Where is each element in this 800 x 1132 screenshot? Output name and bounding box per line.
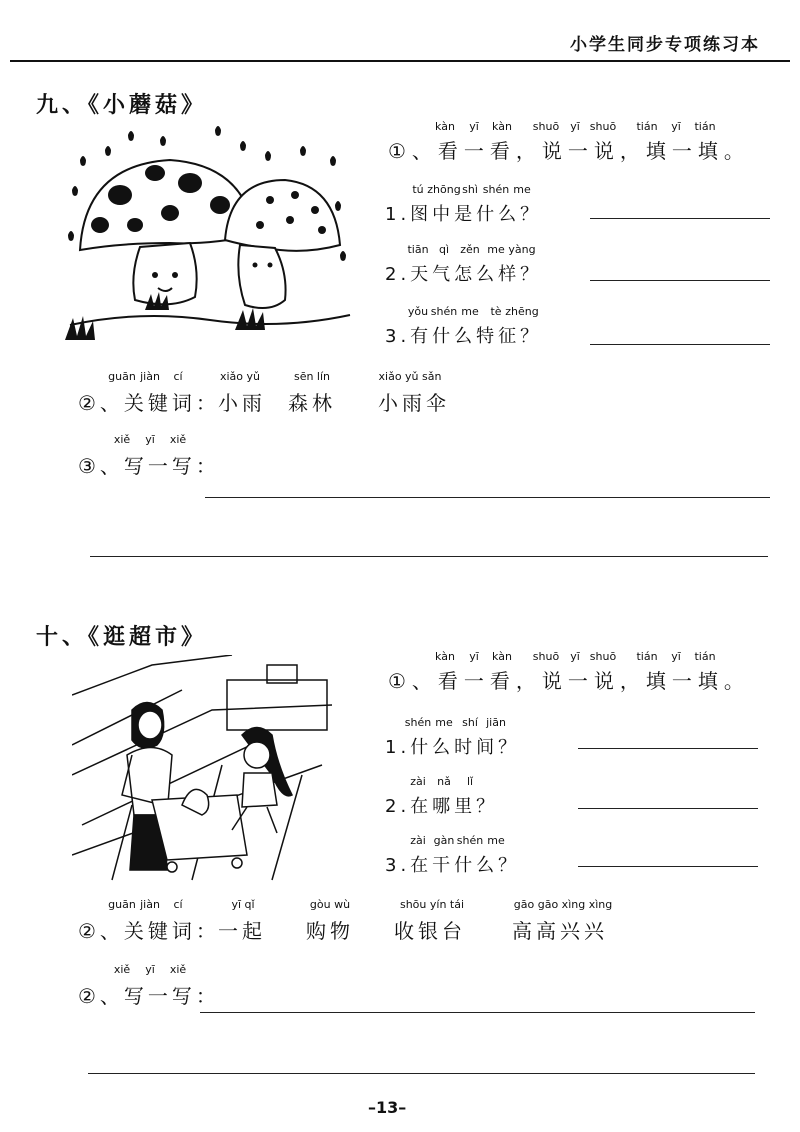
answer-line[interactable] (578, 808, 758, 809)
keyword: 一起 (218, 919, 266, 943)
book-title: 小学生同步专项练习本 (570, 35, 760, 55)
section10-keywords-label: ②、关键词： (78, 919, 220, 943)
pinyin-syllable: yī (671, 120, 681, 133)
keyword: 小雨伞 (378, 391, 450, 415)
pinyin-syllable: xiě (113, 433, 131, 446)
writing-line[interactable] (205, 497, 770, 498)
pinyin-syllable: qì (438, 243, 450, 256)
section9-question-2: 2.天气怎么样？ (385, 264, 543, 285)
pinyin-syllable: yàng (508, 243, 536, 256)
section9-title: 九、《小蘑菇》 (36, 93, 208, 118)
pinyin-syllable: tiān (407, 243, 429, 256)
pinyin-syllable: jiàn (140, 370, 160, 383)
keyword-pinyin: yī qǐ (231, 898, 255, 911)
pinyin-syllable: guān (108, 370, 136, 383)
keyword: 高高兴兴 (512, 919, 608, 943)
pinyin-syllable: shí (462, 716, 478, 729)
pinyin-syllable: kàn (492, 120, 512, 133)
pinyin-syllable: jiàn (140, 898, 160, 911)
answer-line[interactable] (578, 748, 758, 749)
pinyin-syllable: zhēng (505, 305, 539, 318)
writing-line[interactable] (88, 1073, 755, 1074)
pinyin-syllable: shén (430, 305, 458, 318)
answer-line[interactable] (590, 280, 770, 281)
section9-instruction: ①、看一看，说一说，填一填。 (388, 139, 750, 163)
pinyin-syllable: yī (469, 120, 479, 133)
keyword-pinyin: gòu wù (309, 898, 351, 911)
pinyin-syllable: me (513, 183, 531, 196)
answer-line[interactable] (590, 344, 770, 345)
section9-write-label: ③、写一写： (78, 454, 220, 478)
section10-write-label: ②、写一写： (78, 984, 220, 1008)
pinyin-syllable: shuō (532, 120, 560, 133)
pinyin-syllable: shén (456, 834, 484, 847)
pinyin-syllable: yī (469, 650, 479, 663)
pinyin-syllable: yī (145, 963, 155, 976)
mushroom-illustration (60, 125, 360, 350)
pinyin-syllable: shuō (589, 120, 617, 133)
pinyin-syllable: tián (636, 120, 658, 133)
keyword-pinyin: xiǎo yǔ sǎn (378, 370, 442, 383)
section10-question-2: 2.在哪里？ (385, 796, 499, 817)
keyword: 小雨 (218, 391, 266, 415)
pinyin-syllable: yī (145, 433, 155, 446)
section9-question-1: 1.图中是什么？ (385, 204, 543, 225)
pinyin-syllable: xiě (113, 963, 131, 976)
pinyin-syllable: tú (412, 183, 424, 196)
pinyin-syllable: shén (482, 183, 510, 196)
keyword-pinyin: shōu yín tái (399, 898, 465, 911)
section10-question-1: 1.什么时间？ (385, 737, 521, 758)
section10-question-3: 3.在干什么？ (385, 855, 521, 876)
section9-keywords-label: ②、关键词： (78, 391, 220, 415)
pinyin-syllable: jiān (486, 716, 506, 729)
pinyin-syllable: zài (410, 775, 426, 788)
pinyin-syllable: shuō (532, 650, 560, 663)
section10-title: 十、《逛超市》 (36, 625, 208, 650)
keyword-pinyin: gāo gāo xìng xìng (513, 898, 613, 911)
pinyin-syllable: kàn (435, 120, 455, 133)
pinyin-syllable: cí (173, 898, 183, 911)
pinyin-syllable: tián (694, 120, 716, 133)
section9-question-3: 3.有什么特征？ (385, 326, 543, 347)
answer-line[interactable] (590, 218, 770, 219)
pinyin-syllable: shì (462, 183, 478, 196)
keyword: 购物 (306, 919, 354, 943)
keyword: 森林 (288, 391, 336, 415)
pinyin-syllable: zài (410, 834, 426, 847)
pinyin-syllable: guān (108, 898, 136, 911)
pinyin-syllable: me (487, 834, 505, 847)
section10-instruction: ①、看一看，说一说，填一填。 (388, 669, 750, 693)
answer-line[interactable] (578, 866, 758, 867)
pinyin-syllable: zěn (460, 243, 480, 256)
supermarket-illustration (72, 655, 342, 885)
pinyin-syllable: shén (404, 716, 432, 729)
pinyin-syllable: xiě (169, 963, 187, 976)
pinyin-syllable: tè (490, 305, 502, 318)
pinyin-syllable: zhōng (427, 183, 461, 196)
pinyin-syllable: yī (570, 120, 580, 133)
page-number: –13– (368, 1098, 407, 1117)
pinyin-syllable: kàn (435, 650, 455, 663)
pinyin-syllable: cí (173, 370, 183, 383)
pinyin-syllable: yǒu (407, 305, 429, 318)
pinyin-syllable: tián (636, 650, 658, 663)
keyword-pinyin: sēn lín (293, 370, 331, 383)
pinyin-syllable: shuō (589, 650, 617, 663)
keyword: 收银台 (394, 919, 466, 943)
pinyin-syllable: kàn (492, 650, 512, 663)
pinyin-syllable: me (435, 716, 453, 729)
keyword-pinyin: xiǎo yǔ (219, 370, 261, 383)
header-rule (10, 60, 790, 62)
pinyin-syllable: yī (671, 650, 681, 663)
pinyin-syllable: lǐ (466, 775, 474, 788)
pinyin-syllable: xiě (169, 433, 187, 446)
pinyin-syllable: tián (694, 650, 716, 663)
pinyin-syllable: nǎ (437, 775, 451, 788)
pinyin-syllable: gàn (433, 834, 455, 847)
pinyin-syllable: me (487, 243, 505, 256)
pinyin-syllable: me (461, 305, 479, 318)
writing-line[interactable] (200, 1012, 755, 1013)
writing-line[interactable] (90, 556, 768, 557)
pinyin-syllable: yī (570, 650, 580, 663)
